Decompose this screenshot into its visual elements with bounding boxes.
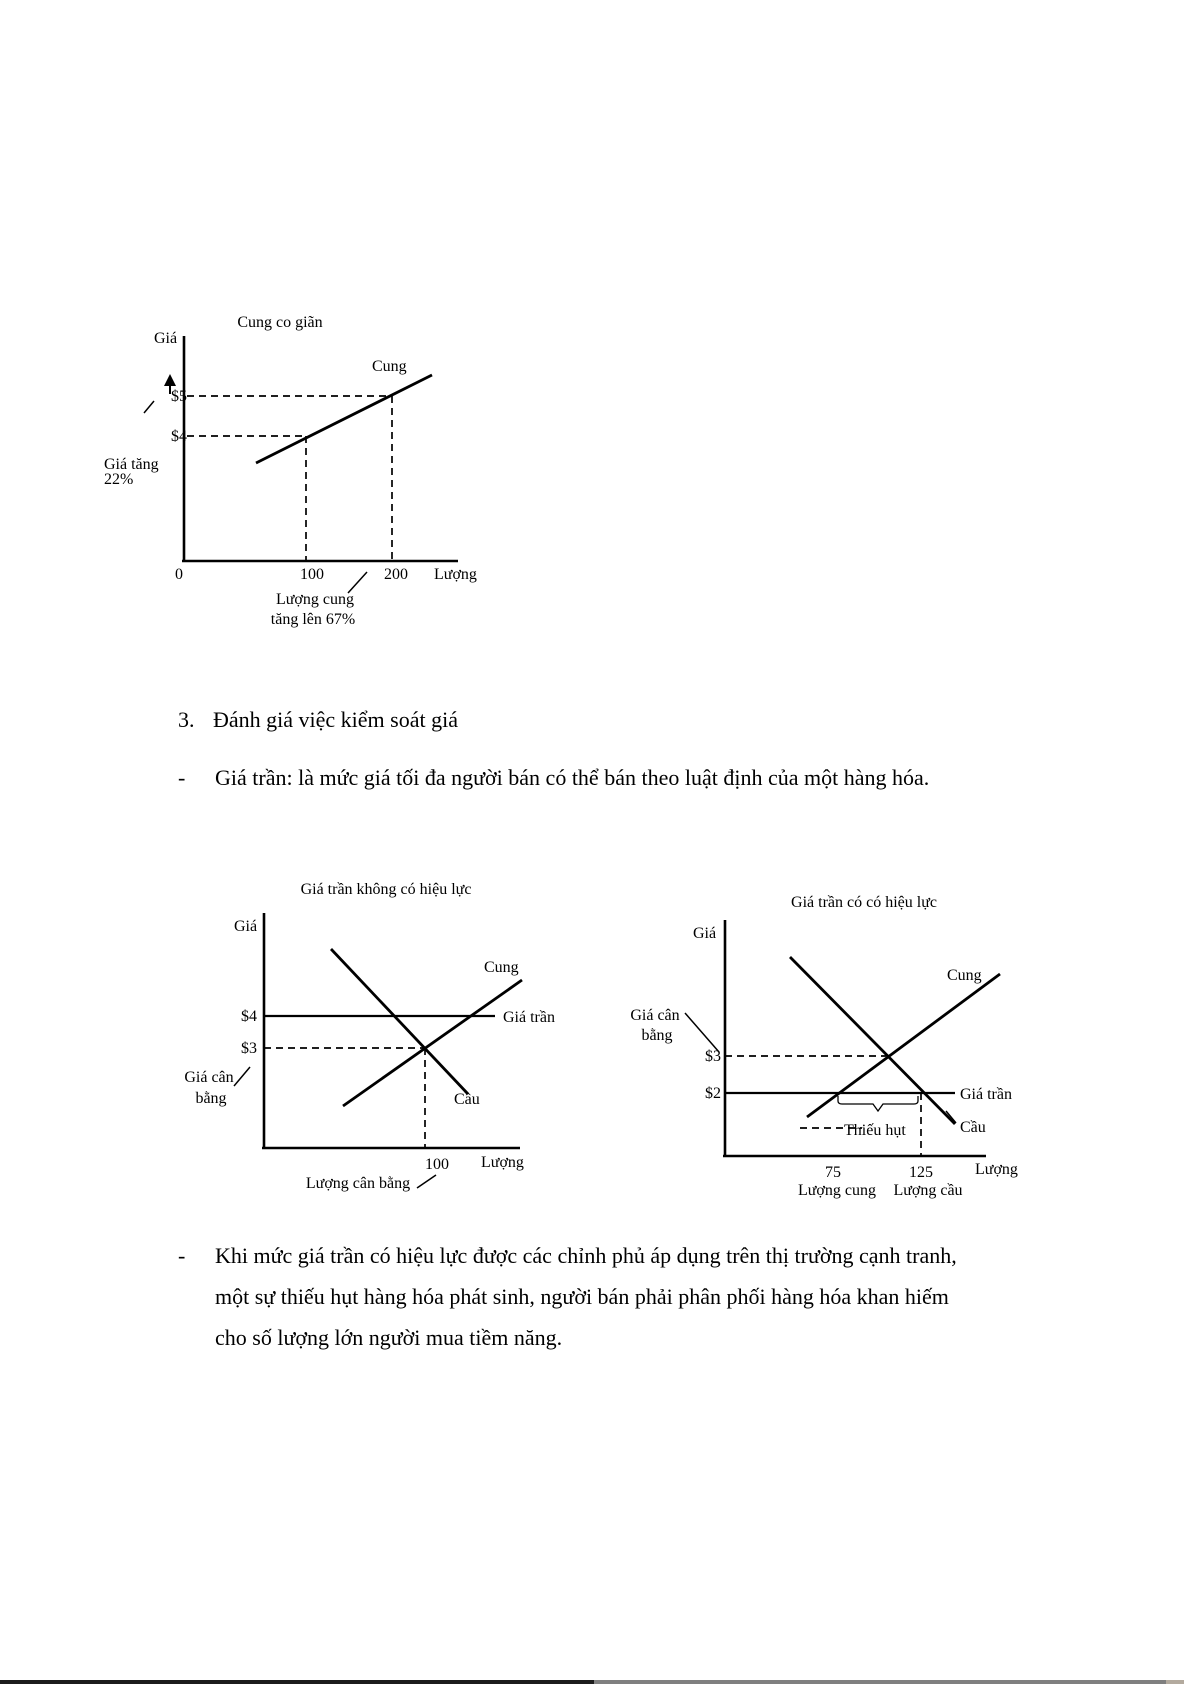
tick-75: 75 (825, 1164, 841, 1181)
price-5-label: $5 (171, 388, 187, 405)
x-axis-label: Lượng (975, 1161, 1018, 1178)
price-4-label: $4 (171, 428, 187, 445)
ceiling-binding-chart (615, 880, 1040, 1210)
paragraph-text-line-2: một sự thiếu hụt hàng hóa phát sinh, người bán phải phân phối hàng hóa khan hiếm (215, 1284, 949, 1309)
eq-qty-note: Lượng cân bằng (305, 1175, 411, 1192)
bottom-scrollbar-gray-segment[interactable] (594, 1680, 1166, 1684)
tick-125: 125 (909, 1164, 933, 1181)
tick-200: 200 (384, 566, 408, 583)
price-note-line1: Giá tăng (104, 456, 159, 473)
chart-title: Giá trần không có hiệu lực (300, 881, 472, 898)
ceiling-label: Giá trần (960, 1086, 1012, 1103)
qty-note-line1: Lượng cung (275, 591, 355, 608)
y-axis-label: Giá (693, 925, 717, 942)
section-number: 3. (178, 707, 195, 732)
paragraph-text-line-3: cho số lượng lớn người mua tiềm năng. (215, 1325, 563, 1350)
demand-line (331, 949, 468, 1094)
tick-100: 100 (300, 566, 324, 583)
price-note-line2: 22% (104, 471, 134, 488)
eq-price-leader-slash (234, 1067, 250, 1086)
chart-title: Giá trần có có hiệu lực (791, 894, 937, 911)
eq-price-label: $3 (705, 1048, 721, 1065)
bottom-scrollbar-end-cap (1166, 1680, 1184, 1684)
demand-label: Cầu (454, 1091, 480, 1108)
bottom-scrollbar-dark-segment[interactable] (0, 1680, 594, 1684)
ceiling-label: Giá trần (503, 1009, 555, 1026)
eq-price-note-line1: Giá cân (184, 1069, 234, 1086)
ceiling-price-label: $2 (705, 1085, 721, 1102)
section-heading (178, 706, 458, 734)
elastic-supply-chart (90, 300, 490, 635)
bullet-marker: - (178, 1243, 186, 1268)
qty-leader-slash (348, 572, 367, 593)
eq-price-note-line2: bằng (641, 1027, 673, 1044)
qd-note: Lượng cầu (893, 1182, 963, 1199)
origin-label: 0 (175, 566, 183, 583)
supply-label: Cung (947, 967, 982, 984)
qty-note-line2: tăng lên 67% (270, 611, 356, 628)
eq-price-note-line1: Giá cân (630, 1007, 680, 1024)
tick-100: 100 (425, 1156, 449, 1173)
paragraph-binding-line-3 (215, 1324, 562, 1352)
supply-label: Cung (484, 959, 519, 976)
supply-label: Cung (372, 358, 407, 375)
shortage-label: Thiếu hụt (844, 1122, 906, 1139)
ceiling-price-label: $4 (241, 1008, 257, 1025)
x-axis-label: Lượng (481, 1154, 524, 1171)
bullet-price-ceiling (178, 764, 929, 792)
ceiling-nonbinding-chart (160, 870, 560, 1200)
shortage-brace (838, 1096, 918, 1111)
price-leader-slash (144, 401, 154, 413)
bullet-price-ceiling-text: Giá trần: là mức giá tối đa người bán có thể bán theo luật định của một hàng hóa. (215, 765, 930, 790)
paragraph-text-line-1: Khi mức giá trần có hiệu lực được các chỉnh phủ áp dụng trên thị trường cạnh tranh, (215, 1243, 957, 1268)
paragraph-binding-line-2 (215, 1283, 949, 1311)
demand-line (790, 957, 955, 1124)
eq-price-label: $3 (241, 1040, 257, 1057)
section-heading-text: Đánh giá việc kiểm soát giá (213, 707, 458, 732)
y-axis-label: Giá (234, 918, 258, 935)
demand-label: Cầu (960, 1119, 986, 1136)
x-axis-label: Lượng (434, 566, 477, 583)
eq-qty-leader-slash (417, 1175, 436, 1188)
up-arrow-icon (164, 374, 176, 386)
chart-title: Cung co giãn (237, 314, 323, 331)
eq-price-note-line2: bằng (195, 1090, 227, 1107)
y-axis-label: Giá (154, 330, 178, 347)
supply-line (343, 980, 522, 1106)
paragraph-binding-line-1 (178, 1242, 957, 1270)
supply-line (256, 375, 432, 463)
qs-note: Lượng cung (797, 1182, 877, 1199)
eq-price-leader (685, 1013, 719, 1052)
bullet-marker: - (178, 765, 186, 790)
